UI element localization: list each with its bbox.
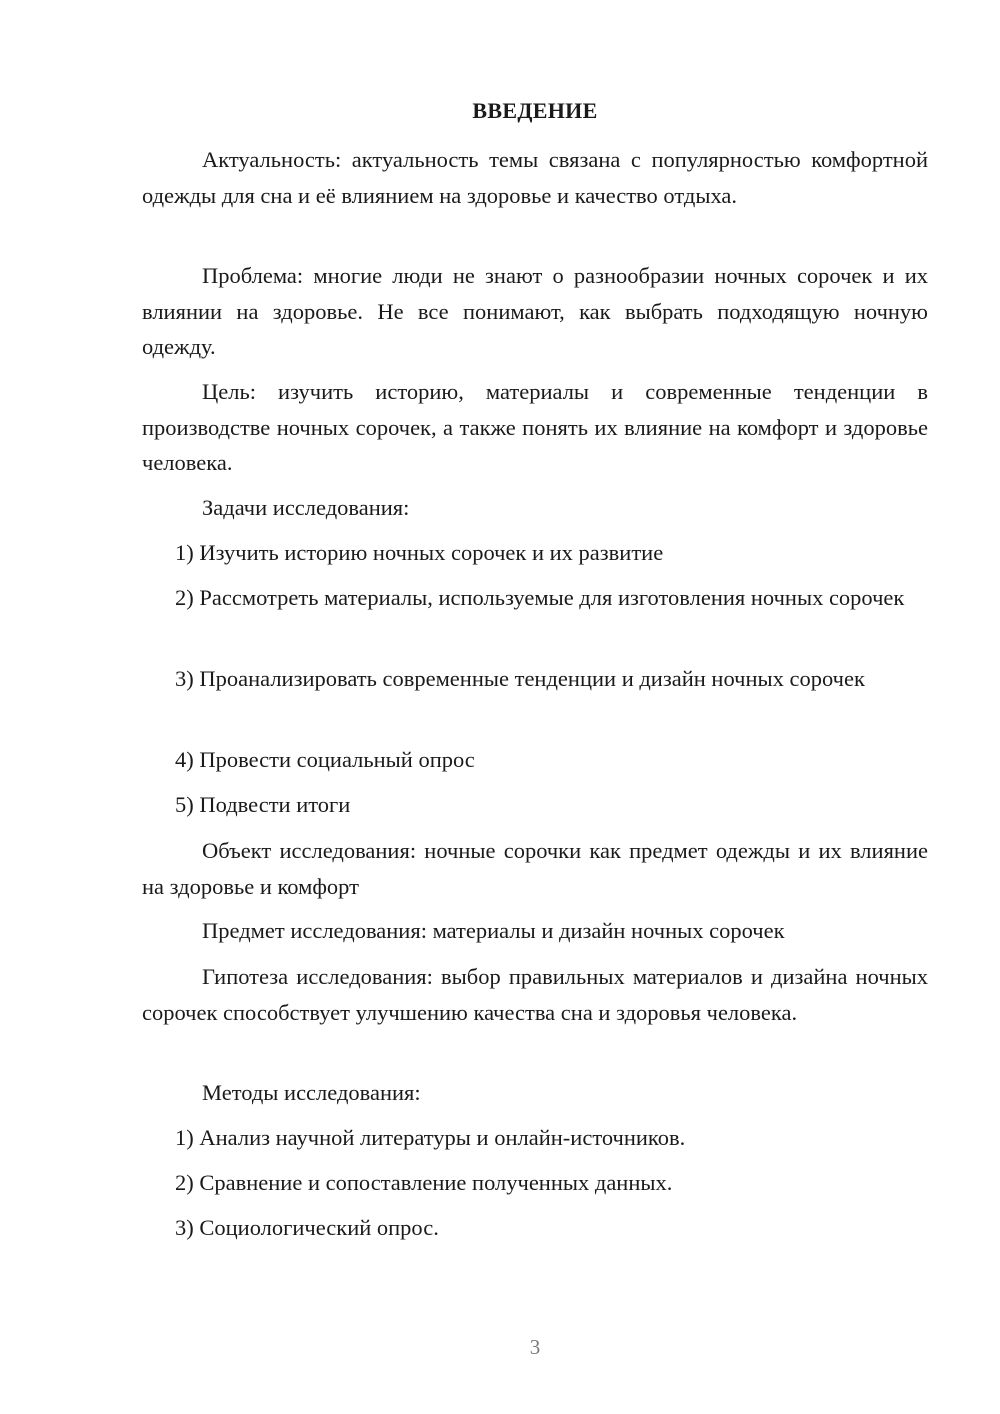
- paragraph-relevance: Актуальность: актуальность темы связана с популярностью комфортной одежды для сна и её влиянием на здоровье и качество отдыха.: [142, 147, 928, 208]
- paragraph-problem: Проблема: многие люди не знают о разнообразии ночных сорочек и их влиянии на здоровье. Не все понимают, как выбрать подходящую ночную одежду.: [142, 263, 928, 359]
- page-number: 3: [529, 1335, 541, 1359]
- tasks-heading: Задачи исследования:: [202, 495, 410, 520]
- method-item-1: 1) Анализ научной литературы и онлайн-источников.: [175, 1125, 686, 1150]
- task-item-3: 3) Проанализировать современные тенденции и дизайн ночных сорочек: [175, 666, 865, 691]
- task-item-1: 1) Изучить историю ночных сорочек и их развитие: [175, 540, 664, 565]
- paragraph-goal: Цель: изучить историю, материалы и современные тенденции в производстве ночных сорочек, а также понять их влияние на комфорт и здоровье человека.: [142, 379, 928, 475]
- paragraph-object: Объект исследования: ночные сорочки как предмет одежды и их влияние на здоровье и комфорт: [142, 838, 928, 899]
- task-item-5: 5) Подвести итоги: [175, 792, 351, 817]
- paragraph-hypothesis: Гипотеза исследования: выбор правильных материалов и дизайна ночных сорочек способствует улучшению качества сна и здоровья человека.: [142, 964, 928, 1025]
- methods-heading: Методы исследования:: [202, 1080, 421, 1105]
- paragraph-subject: Предмет исследования: материалы и дизайн ночных сорочек: [202, 918, 785, 943]
- method-item-2: 2) Сравнение и сопоставление полученных данных.: [175, 1170, 673, 1195]
- task-item-4: 4) Провести социальный опрос: [175, 747, 475, 772]
- task-item-2: 2) Рассмотреть материалы, используемые для изготовления ночных сорочек: [175, 585, 905, 610]
- method-item-3: 3) Социологический опрос.: [175, 1215, 439, 1240]
- page-title: ВВЕДЕНИЕ: [472, 98, 598, 123]
